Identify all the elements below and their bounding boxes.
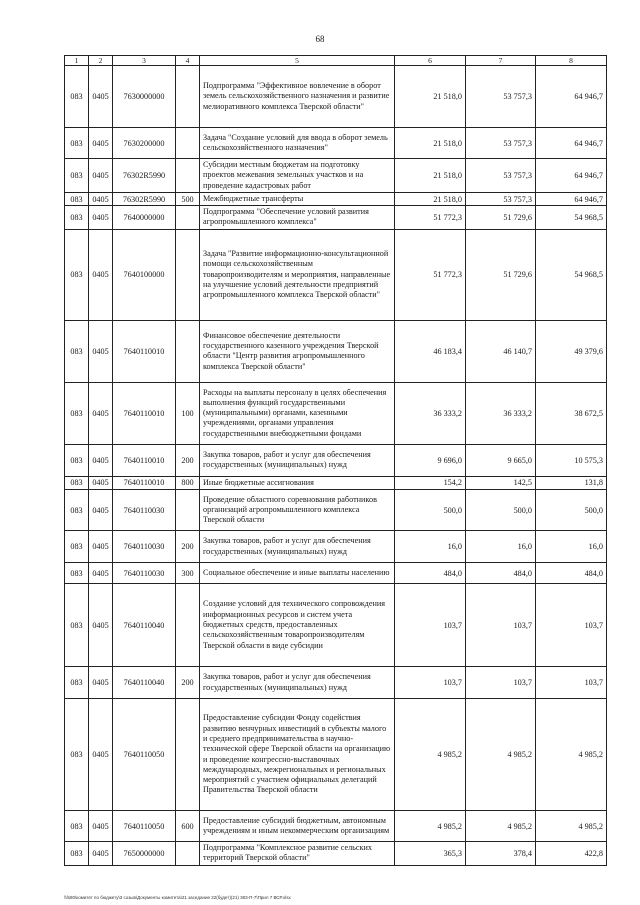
header-cell: 7 — [466, 56, 536, 66]
table-row — [65, 842, 607, 866]
section-code-cell: 0405 — [89, 667, 113, 699]
amount-year1-cell: 16,0 — [395, 531, 466, 563]
section-code-cell: 0405 — [89, 128, 113, 159]
table-row — [65, 699, 607, 811]
amount-year1-cell: 500,0 — [395, 490, 466, 531]
header-cell: 3 — [113, 56, 176, 66]
target-article-cell: 7640110010 — [113, 444, 176, 476]
budget-code-cell: 083 — [65, 66, 89, 128]
section-code-cell: 0405 — [89, 531, 113, 563]
expense-type-cell — [176, 159, 200, 193]
section-code-cell: 0405 — [89, 842, 113, 866]
expense-type-cell — [176, 584, 200, 667]
amount-year1-cell: 46 183,4 — [395, 320, 466, 382]
section-code-cell: 0405 — [89, 584, 113, 667]
amount-year3-cell: 103,7 — [536, 667, 607, 699]
item-name-cell: Подпрограмма "Эффективное вовлечение в оборот земель сельскохозяйственного назначения и развитие мелиоративного комплекса Тверской области" — [200, 66, 395, 128]
header-cell: 2 — [89, 56, 113, 66]
amount-year2-cell: 51 729,6 — [466, 229, 536, 320]
item-name-cell: Иные бюджетные ассигнования — [200, 476, 395, 489]
item-name-cell: Задача "Развитие информационно-консультационной помощи сельскохозяйственным товаропроизводителям и мероприятия, направленные на улучшение условий деятельности предприятий агропромышленного комплекса Тверской области" — [200, 229, 395, 320]
expense-type-cell — [176, 320, 200, 382]
amount-year1-cell: 9 696,0 — [395, 444, 466, 476]
amount-year1-cell: 484,0 — [395, 563, 466, 584]
amount-year1-cell: 4 985,2 — [395, 699, 466, 811]
expense-type-cell: 500 — [176, 192, 200, 205]
amount-year3-cell: 484,0 — [536, 563, 607, 584]
table-row — [65, 382, 607, 444]
amount-year2-cell: 103,7 — [466, 584, 536, 667]
header-cell: 8 — [536, 56, 607, 66]
amount-year3-cell: 103,7 — [536, 584, 607, 667]
table-row — [65, 66, 607, 128]
budget-code-cell: 083 — [65, 444, 89, 476]
amount-year1-cell: 36 333,2 — [395, 382, 466, 444]
amount-year2-cell: 51 729,6 — [466, 206, 536, 230]
amount-year3-cell: 500,0 — [536, 490, 607, 531]
expense-type-cell: 200 — [176, 531, 200, 563]
table-row — [65, 206, 607, 230]
target-article-cell: 7640110030 — [113, 563, 176, 584]
item-name-cell: Закупка товаров, работ и услуг для обеспечения государственных (муниципальных) нужд — [200, 531, 395, 563]
budget-code-cell: 083 — [65, 320, 89, 382]
section-code-cell: 0405 — [89, 699, 113, 811]
header-cell: 4 — [176, 56, 200, 66]
amount-year2-cell: 142,5 — [466, 476, 536, 489]
amount-year3-cell: 64 946,7 — [536, 66, 607, 128]
amount-year1-cell: 103,7 — [395, 667, 466, 699]
table-row — [65, 563, 607, 584]
amount-year2-cell: 53 757,3 — [466, 159, 536, 193]
amount-year2-cell: 36 333,2 — [466, 382, 536, 444]
target-article-cell: 7640110050 — [113, 811, 176, 842]
section-code-cell: 0405 — [89, 490, 113, 531]
target-article-cell: 7640110050 — [113, 699, 176, 811]
item-name-cell: Подпрограмма "Комплексное развитие сельских территорий Тверской области" — [200, 842, 395, 866]
expense-type-cell: 200 — [176, 444, 200, 476]
target-article-cell: 7640110040 — [113, 667, 176, 699]
amount-year2-cell: 53 757,3 — [466, 128, 536, 159]
table-row — [65, 320, 607, 382]
amount-year3-cell: 422,8 — [536, 842, 607, 866]
amount-year1-cell: 51 772,3 — [395, 206, 466, 230]
item-name-cell: Субсидии местным бюджетам на подготовку проектов межевания земельных участков и на проведение кадастровых работ — [200, 159, 395, 193]
expense-type-cell — [176, 229, 200, 320]
amount-year3-cell: 54 968,5 — [536, 229, 607, 320]
amount-year1-cell: 365,3 — [395, 842, 466, 866]
budget-code-cell: 083 — [65, 382, 89, 444]
item-name-cell: Закупка товаров, работ и услуг для обеспечения государственных (муниципальных) нужд — [200, 444, 395, 476]
amount-year2-cell: 53 757,3 — [466, 192, 536, 205]
amount-year3-cell: 4 985,2 — [536, 811, 607, 842]
amount-year3-cell: 64 946,7 — [536, 192, 607, 205]
section-code-cell: 0405 — [89, 229, 113, 320]
item-name-cell: Подпрограмма "Обеспечение условий развития агропромышленного комплекса" — [200, 206, 395, 230]
table-row — [65, 444, 607, 476]
table-row — [65, 159, 607, 193]
amount-year3-cell: 131,8 — [536, 476, 607, 489]
table-row — [65, 490, 607, 531]
amount-year3-cell: 49 379,6 — [536, 320, 607, 382]
budget-code-cell: 083 — [65, 584, 89, 667]
budget-code-cell: 083 — [65, 699, 89, 811]
amount-year3-cell: 10 575,3 — [536, 444, 607, 476]
section-code-cell: 0405 — [89, 206, 113, 230]
amount-year3-cell: 64 946,7 — [536, 128, 607, 159]
budget-code-cell: 083 — [65, 842, 89, 866]
target-article-cell: 7640110010 — [113, 476, 176, 489]
table-row — [65, 476, 607, 489]
expense-type-cell: 100 — [176, 382, 200, 444]
item-name-cell: Расходы на выплаты персоналу в целях обеспечения выполнения функций государственными (муниципальными) органами, казенными учреждениями, органами управления государственными внебюджетными фондами — [200, 382, 395, 444]
target-article-cell: 7640110030 — [113, 531, 176, 563]
amount-year2-cell: 9 665,0 — [466, 444, 536, 476]
expense-type-cell: 600 — [176, 811, 200, 842]
table-row — [65, 811, 607, 842]
amount-year2-cell: 46 140,7 — [466, 320, 536, 382]
item-name-cell: Межбюджетные трансферты — [200, 192, 395, 205]
amount-year2-cell: 53 757,3 — [466, 66, 536, 128]
table-row — [65, 229, 607, 320]
header-cell: 6 — [395, 56, 466, 66]
expense-type-cell — [176, 699, 200, 811]
amount-year1-cell: 103,7 — [395, 584, 466, 667]
section-code-cell: 0405 — [89, 476, 113, 489]
page-number: 68 — [315, 34, 325, 44]
item-name-cell: Предоставление субсидии Фонду содействия развитию венчурных инвестиций в субъекты малого и среднего предпринимательства в научно-технической сфере Тверской области на организацию и проведение конгрессно-выставочных международных, межрегиональных и региональных мероприятий с участием официальных делегаций Правительства Тверской области — [200, 699, 395, 811]
amount-year3-cell: 16,0 — [536, 531, 607, 563]
budget-code-cell: 083 — [65, 531, 89, 563]
budget-code-cell: 083 — [65, 490, 89, 531]
item-name-cell: Закупка товаров, работ и услуг для обеспечения государственных (муниципальных) нужд — [200, 667, 395, 699]
amount-year2-cell: 500,0 — [466, 490, 536, 531]
amount-year3-cell: 54 968,5 — [536, 206, 607, 230]
table-row — [65, 192, 607, 205]
table-row — [65, 128, 607, 159]
amount-year2-cell: 16,0 — [466, 531, 536, 563]
target-article-cell: 7630000000 — [113, 66, 176, 128]
header-row — [65, 56, 607, 66]
amount-year1-cell: 21 518,0 — [395, 128, 466, 159]
amount-year1-cell: 51 772,3 — [395, 229, 466, 320]
item-name-cell: Предоставление субсидий бюджетным, автономным учреждениям и иным некоммерческим организациям — [200, 811, 395, 842]
target-article-cell: 7640110040 — [113, 584, 176, 667]
expense-type-cell — [176, 206, 200, 230]
amount-year1-cell: 21 518,0 — [395, 192, 466, 205]
amount-year2-cell: 378,4 — [466, 842, 536, 866]
table-row — [65, 531, 607, 563]
section-code-cell: 0405 — [89, 563, 113, 584]
target-article-cell: 7640000000 — [113, 206, 176, 230]
table-row — [65, 584, 607, 667]
item-name-cell: Создание условий для технического сопровождения информационных ресурсов и систем учета бюджетных средств, предоставленных сельскохозяйственным товаропроизводителям Тверской области в виде субсидии — [200, 584, 395, 667]
amount-year3-cell: 38 672,5 — [536, 382, 607, 444]
header-cell: 1 — [65, 56, 89, 66]
header-cell: 5 — [200, 56, 395, 66]
amount-year1-cell: 4 985,2 — [395, 811, 466, 842]
budget-code-cell: 083 — [65, 476, 89, 489]
expense-type-cell: 200 — [176, 667, 200, 699]
budget-table — [64, 55, 607, 866]
budget-code-cell: 083 — [65, 206, 89, 230]
file-path-footer: \\fs80\комитет по бюджету\3 созыв\Документы комитета\21 заседание 22(будет)(21) 383-П-7\Прил 7 ВСР.xlsx — [64, 895, 291, 900]
section-code-cell: 0405 — [89, 444, 113, 476]
budget-code-cell: 083 — [65, 159, 89, 193]
budget-code-cell: 083 — [65, 192, 89, 205]
budget-code-cell: 083 — [65, 811, 89, 842]
amount-year1-cell: 154,2 — [395, 476, 466, 489]
section-code-cell: 0405 — [89, 159, 113, 193]
expense-type-cell — [176, 842, 200, 866]
budget-code-cell: 083 — [65, 563, 89, 584]
item-name-cell: Финансовое обеспечение деятельности государственного казенного учреждения Тверской области "Центр развития агропромышленного комплекса Тверской области" — [200, 320, 395, 382]
expense-type-cell — [176, 490, 200, 531]
amount-year2-cell: 484,0 — [466, 563, 536, 584]
expense-type-cell — [176, 66, 200, 128]
target-article-cell: 76302R5990 — [113, 192, 176, 205]
budget-code-cell: 083 — [65, 229, 89, 320]
table-row — [65, 667, 607, 699]
amount-year2-cell: 103,7 — [466, 667, 536, 699]
section-code-cell: 0405 — [89, 320, 113, 382]
amount-year2-cell: 4 985,2 — [466, 699, 536, 811]
target-article-cell: 7640110010 — [113, 382, 176, 444]
target-article-cell: 7640110010 — [113, 320, 176, 382]
budget-code-cell: 083 — [65, 667, 89, 699]
target-article-cell: 7640100000 — [113, 229, 176, 320]
amount-year3-cell: 4 985,2 — [536, 699, 607, 811]
amount-year1-cell: 21 518,0 — [395, 66, 466, 128]
expense-type-cell: 300 — [176, 563, 200, 584]
section-code-cell: 0405 — [89, 811, 113, 842]
amount-year2-cell: 4 985,2 — [466, 811, 536, 842]
section-code-cell: 0405 — [89, 192, 113, 205]
section-code-cell: 0405 — [89, 66, 113, 128]
amount-year1-cell: 21 518,0 — [395, 159, 466, 193]
expense-type-cell — [176, 128, 200, 159]
budget-code-cell: 083 — [65, 128, 89, 159]
amount-year3-cell: 64 946,7 — [536, 159, 607, 193]
target-article-cell: 7650000000 — [113, 842, 176, 866]
item-name-cell: Проведение областного соревнования работников организаций агропромышленного комплекса Тверской области — [200, 490, 395, 531]
expense-type-cell: 800 — [176, 476, 200, 489]
section-code-cell: 0405 — [89, 382, 113, 444]
target-article-cell: 76302R5990 — [113, 159, 176, 193]
target-article-cell: 7640110030 — [113, 490, 176, 531]
target-article-cell: 7630200000 — [113, 128, 176, 159]
item-name-cell: Задача "Создание условий для ввода в оборот земель сельскохозяйственного назначения" — [200, 128, 395, 159]
item-name-cell: Социальное обеспечение и иные выплаты населению — [200, 563, 395, 584]
